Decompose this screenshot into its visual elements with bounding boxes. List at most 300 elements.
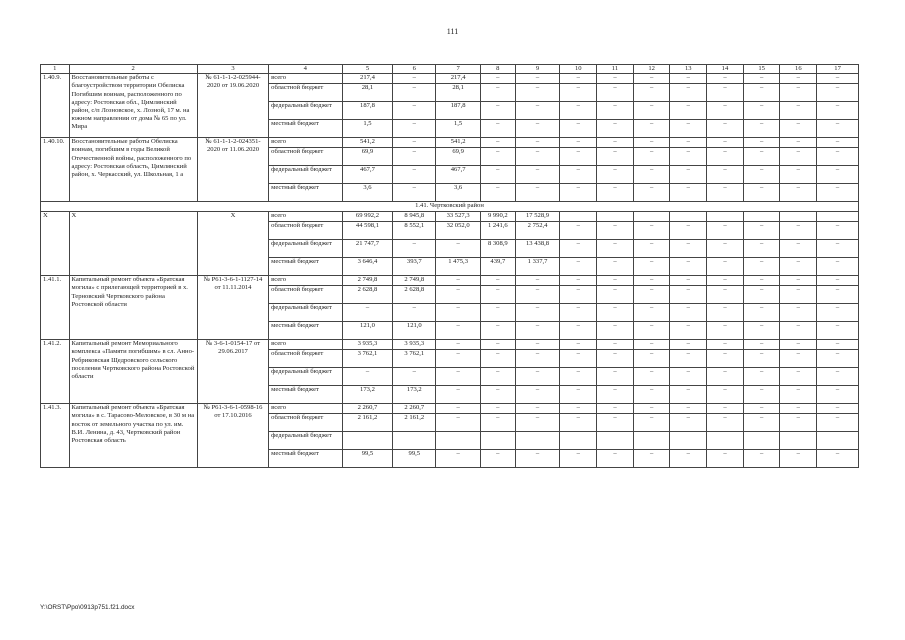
value-cell: – xyxy=(560,304,597,322)
value-cell: – xyxy=(597,148,634,166)
item-name: Х xyxy=(69,212,197,276)
value-cell: – xyxy=(393,304,436,322)
value-cell: – xyxy=(515,184,560,202)
column-number: 15 xyxy=(743,65,780,74)
value-cell: – xyxy=(817,138,859,148)
value-cell: – xyxy=(633,414,670,432)
value-cell: – xyxy=(817,276,859,286)
value-cell: – xyxy=(560,74,597,84)
item-document: № 61-1-1-2-024351-2020 от 11.06.2020 xyxy=(197,138,268,202)
value-cell: 69,9 xyxy=(342,148,393,166)
column-number: 11 xyxy=(597,65,634,74)
value-cell xyxy=(481,432,516,450)
value-cell: – xyxy=(597,340,634,350)
value-cell: – xyxy=(743,368,780,386)
value-cell: 13 438,8 xyxy=(515,240,560,258)
section-title: 1.41. Чертковский район xyxy=(41,202,859,212)
value-cell: 32 052,0 xyxy=(436,222,481,240)
value-cell: – xyxy=(780,222,817,240)
value-cell: – xyxy=(817,450,859,468)
value-cell: – xyxy=(633,84,670,102)
value-cell: 393,7 xyxy=(393,258,436,276)
value-cell: – xyxy=(436,340,481,350)
value-cell: – xyxy=(481,276,516,286)
value-cell: – xyxy=(817,340,859,350)
value-cell: – xyxy=(597,304,634,322)
value-cell: – xyxy=(780,166,817,184)
value-cell: – xyxy=(780,138,817,148)
value-cell: – xyxy=(393,74,436,84)
value-cell: – xyxy=(670,350,707,368)
value-cell: – xyxy=(597,240,634,258)
table-row xyxy=(41,212,859,222)
value-cell: – xyxy=(780,304,817,322)
value-cell: 3 935,3 xyxy=(342,340,393,350)
value-cell: 2 260,7 xyxy=(393,404,436,414)
table-row xyxy=(41,340,859,350)
value-cell: – xyxy=(670,304,707,322)
item-name: Капитальный ремонт объекта «Братская могила» в с. Тарасово-Меловское, в 30 м на восток от земельного участка по ул. им. В.И. Ленина, д. 43, Чертковский район Ростовская область xyxy=(69,404,197,468)
value-cell: – xyxy=(436,322,481,340)
value-cell: – xyxy=(633,184,670,202)
value-cell: – xyxy=(780,414,817,432)
funding-source: областной бюджет xyxy=(269,286,342,304)
value-cell: – xyxy=(436,368,481,386)
value-cell: – xyxy=(670,84,707,102)
value-cell: – xyxy=(670,138,707,148)
value-cell: – xyxy=(817,404,859,414)
value-cell: – xyxy=(597,286,634,304)
value-cell: – xyxy=(817,120,859,138)
value-cell: – xyxy=(393,138,436,148)
column-number: 12 xyxy=(633,65,670,74)
value-cell: 3,6 xyxy=(436,184,481,202)
value-cell: – xyxy=(670,414,707,432)
value-cell: – xyxy=(707,304,744,322)
value-cell: – xyxy=(633,350,670,368)
item-document: № Р61-3-6-1-1127-14 от 11.11.2014 xyxy=(197,276,268,340)
value-cell: – xyxy=(780,258,817,276)
value-cell: – xyxy=(560,148,597,166)
value-cell: – xyxy=(515,322,560,340)
value-cell: – xyxy=(393,184,436,202)
value-cell xyxy=(633,432,670,450)
item-document: № 3-6-1-0154-17 от 29.06.2017 xyxy=(197,340,268,404)
value-cell: – xyxy=(481,120,516,138)
value-cell: – xyxy=(817,322,859,340)
value-cell xyxy=(342,432,393,450)
value-cell: – xyxy=(481,386,516,404)
value-cell: – xyxy=(633,340,670,350)
value-cell: – xyxy=(817,350,859,368)
column-number: 9 xyxy=(515,65,560,74)
item-name: Капитальный ремонт Мемориального комплекса «Памяти погибшим» в сл. Анно-Ребриковская Щедровского сельского поселения Чертковского района Ростовской области xyxy=(69,340,197,404)
funding-source: федеральный бюджет xyxy=(269,102,342,120)
value-cell: – xyxy=(560,286,597,304)
file-path-footer: Y:\ORST\Ppo\0913p751.f21.docx xyxy=(40,604,135,611)
funding-source: всего xyxy=(269,340,342,350)
value-cell: – xyxy=(707,386,744,404)
column-number: 14 xyxy=(707,65,744,74)
column-number: 4 xyxy=(269,65,342,74)
value-cell: – xyxy=(597,258,634,276)
value-cell: – xyxy=(560,166,597,184)
value-cell: – xyxy=(780,350,817,368)
value-cell: – xyxy=(780,340,817,350)
value-cell: 99,5 xyxy=(342,450,393,468)
column-number: 3 xyxy=(197,65,268,74)
value-cell: – xyxy=(780,368,817,386)
value-cell: – xyxy=(515,102,560,120)
page-number: 111 xyxy=(446,27,459,36)
value-cell: – xyxy=(436,276,481,286)
item-document: Х xyxy=(197,212,268,276)
value-cell: – xyxy=(481,148,516,166)
funding-source: областной бюджет xyxy=(269,350,342,368)
value-cell: – xyxy=(670,404,707,414)
value-cell: 33 527,3 xyxy=(436,212,481,222)
value-cell: – xyxy=(481,404,516,414)
value-cell: – xyxy=(481,138,516,148)
value-cell: – xyxy=(633,222,670,240)
value-cell: – xyxy=(597,322,634,340)
funding-source: всего xyxy=(269,404,342,414)
value-cell: – xyxy=(780,404,817,414)
value-cell: – xyxy=(743,414,780,432)
value-cell: – xyxy=(633,166,670,184)
funding-source: местный бюджет xyxy=(269,322,342,340)
value-cell: – xyxy=(597,222,634,240)
funding-source: местный бюджет xyxy=(269,450,342,468)
item-document: № Р61-3-6-1-0598-16 от 17.10.2016 xyxy=(197,404,268,468)
value-cell: – xyxy=(342,304,393,322)
value-cell: 2 260,7 xyxy=(342,404,393,414)
value-cell: – xyxy=(515,304,560,322)
table-row xyxy=(41,74,859,84)
value-cell: – xyxy=(707,74,744,84)
value-cell: – xyxy=(817,166,859,184)
value-cell: – xyxy=(633,386,670,404)
value-cell: 3 762,1 xyxy=(342,350,393,368)
value-cell: – xyxy=(633,276,670,286)
value-cell xyxy=(633,212,670,222)
value-cell: – xyxy=(560,240,597,258)
value-cell: – xyxy=(560,258,597,276)
value-cell: – xyxy=(481,450,516,468)
value-cell: – xyxy=(560,102,597,120)
value-cell: – xyxy=(743,404,780,414)
value-cell: – xyxy=(515,148,560,166)
value-cell: 1 241,6 xyxy=(481,222,516,240)
value-cell: – xyxy=(707,286,744,304)
column-number: 1 xyxy=(41,65,70,74)
value-cell: – xyxy=(481,414,516,432)
value-cell: 28,1 xyxy=(436,84,481,102)
value-cell: – xyxy=(743,450,780,468)
value-cell: – xyxy=(436,304,481,322)
value-cell: – xyxy=(436,414,481,432)
value-cell: – xyxy=(515,286,560,304)
value-cell: 1,5 xyxy=(342,120,393,138)
value-cell: – xyxy=(436,286,481,304)
value-cell: – xyxy=(670,74,707,84)
value-cell: 439,7 xyxy=(481,258,516,276)
value-cell: – xyxy=(707,322,744,340)
value-cell: 2 161,2 xyxy=(342,414,393,432)
value-cell: – xyxy=(393,166,436,184)
value-cell: – xyxy=(481,166,516,184)
column-number: 6 xyxy=(393,65,436,74)
value-cell: – xyxy=(515,450,560,468)
value-cell: – xyxy=(515,166,560,184)
value-cell: – xyxy=(743,184,780,202)
value-cell: – xyxy=(436,450,481,468)
value-cell: 44 598,1 xyxy=(342,222,393,240)
value-cell: – xyxy=(393,240,436,258)
value-cell: – xyxy=(743,166,780,184)
value-cell: – xyxy=(597,276,634,286)
value-cell: – xyxy=(633,138,670,148)
value-cell: – xyxy=(633,286,670,304)
value-cell: – xyxy=(743,120,780,138)
value-cell: 187,8 xyxy=(342,102,393,120)
value-cell: – xyxy=(817,240,859,258)
value-cell: – xyxy=(597,386,634,404)
table-row xyxy=(41,276,859,286)
funding-source: всего xyxy=(269,138,342,148)
value-cell: 187,8 xyxy=(436,102,481,120)
value-cell: – xyxy=(393,120,436,138)
value-cell xyxy=(560,432,597,450)
funding-source: областной бюджет xyxy=(269,414,342,432)
value-cell: 173,2 xyxy=(342,386,393,404)
value-cell: – xyxy=(670,286,707,304)
funding-source: областной бюджет xyxy=(269,148,342,166)
column-number: 10 xyxy=(560,65,597,74)
value-cell: – xyxy=(515,138,560,148)
value-cell: – xyxy=(481,84,516,102)
budget-table xyxy=(40,64,859,468)
value-cell: – xyxy=(436,240,481,258)
value-cell: – xyxy=(393,148,436,166)
value-cell: – xyxy=(597,102,634,120)
value-cell: – xyxy=(597,120,634,138)
value-cell: – xyxy=(633,74,670,84)
value-cell: – xyxy=(633,304,670,322)
value-cell: – xyxy=(707,138,744,148)
item-number: 1.40.10. xyxy=(41,138,70,202)
value-cell: – xyxy=(780,102,817,120)
value-cell: 21 747,7 xyxy=(342,240,393,258)
funding-source: федеральный бюджет xyxy=(269,368,342,386)
value-cell: – xyxy=(743,222,780,240)
funding-source: федеральный бюджет xyxy=(269,432,342,450)
value-cell xyxy=(597,212,634,222)
value-cell: – xyxy=(707,148,744,166)
value-cell: – xyxy=(597,368,634,386)
value-cell: – xyxy=(597,350,634,368)
value-cell: – xyxy=(707,404,744,414)
funding-source: местный бюджет xyxy=(269,184,342,202)
value-cell: – xyxy=(560,368,597,386)
value-cell: – xyxy=(707,120,744,138)
value-cell: – xyxy=(481,304,516,322)
value-cell: – xyxy=(743,340,780,350)
value-cell: – xyxy=(743,74,780,84)
funding-source: федеральный бюджет xyxy=(269,304,342,322)
value-cell: – xyxy=(707,276,744,286)
funding-source: областной бюджет xyxy=(269,84,342,102)
value-cell xyxy=(743,212,780,222)
value-cell: – xyxy=(707,258,744,276)
value-cell: 9 990,2 xyxy=(481,212,516,222)
value-cell: – xyxy=(707,340,744,350)
value-cell: 217,4 xyxy=(342,74,393,84)
value-cell: – xyxy=(817,304,859,322)
value-cell: – xyxy=(670,148,707,166)
value-cell: – xyxy=(481,184,516,202)
value-cell: 217,4 xyxy=(436,74,481,84)
value-cell: – xyxy=(707,166,744,184)
value-cell: – xyxy=(515,340,560,350)
item-number: 1.40.9. xyxy=(41,74,70,138)
value-cell: – xyxy=(743,322,780,340)
item-name: Восстановительные работы с благоустройством территории Обелиска Погибшим воинам, расположенного по адресу: Ростовская обл., Цимлянский район, с/п Лозновское, х. Лозной, 17 м. на южном направлении от дома № 65 по ул. Мира xyxy=(69,74,197,138)
value-cell: – xyxy=(707,350,744,368)
value-cell: – xyxy=(633,120,670,138)
funding-source: всего xyxy=(269,74,342,84)
value-cell: 2 749,8 xyxy=(393,276,436,286)
value-cell: – xyxy=(393,102,436,120)
value-cell: 3 646,4 xyxy=(342,258,393,276)
value-cell: – xyxy=(670,386,707,404)
value-cell: 1 475,3 xyxy=(436,258,481,276)
value-cell: 3 935,3 xyxy=(393,340,436,350)
value-cell: – xyxy=(560,340,597,350)
value-cell: – xyxy=(597,84,634,102)
funding-source: местный бюджет xyxy=(269,120,342,138)
value-cell: – xyxy=(670,166,707,184)
value-cell: – xyxy=(515,404,560,414)
value-cell: – xyxy=(560,404,597,414)
value-cell: – xyxy=(670,276,707,286)
column-number: 13 xyxy=(670,65,707,74)
funding-source: всего xyxy=(269,212,342,222)
value-cell xyxy=(670,212,707,222)
item-name: Восстановительные работы Обелиска воинам, погибшим в годы Великой Отечественной войны, расположенного по адресу: Ростовская область, Цимлянский район, х. Черкасский, ул. Школьная, 1 а xyxy=(69,138,197,202)
value-cell: – xyxy=(707,368,744,386)
value-cell: – xyxy=(560,184,597,202)
value-cell: 69 992,2 xyxy=(342,212,393,222)
item-name: Капитальный ремонт объекта «Братская могила» с прилегающей территорией в х. Терновский Чертковского района Ростовской области xyxy=(69,276,197,340)
value-cell: – xyxy=(817,74,859,84)
value-cell: – xyxy=(743,84,780,102)
value-cell: – xyxy=(743,102,780,120)
value-cell: – xyxy=(817,184,859,202)
value-cell: – xyxy=(560,414,597,432)
value-cell: 69,9 xyxy=(436,148,481,166)
value-cell: – xyxy=(560,322,597,340)
value-cell: 541,2 xyxy=(436,138,481,148)
value-cell: – xyxy=(707,84,744,102)
item-document: № 61-1-1-2-025944-2020 от 19.06.2020 xyxy=(197,74,268,138)
column-number: 5 xyxy=(342,65,393,74)
value-cell: – xyxy=(817,222,859,240)
value-cell: – xyxy=(670,184,707,202)
value-cell: – xyxy=(817,368,859,386)
value-cell: – xyxy=(481,340,516,350)
value-cell: – xyxy=(560,138,597,148)
value-cell: 467,7 xyxy=(342,166,393,184)
value-cell xyxy=(707,212,744,222)
funding-source: федеральный бюджет xyxy=(269,240,342,258)
value-cell: – xyxy=(743,148,780,166)
value-cell: – xyxy=(633,322,670,340)
value-cell: 2 628,8 xyxy=(393,286,436,304)
value-cell: – xyxy=(515,74,560,84)
value-cell: – xyxy=(560,350,597,368)
value-cell: – xyxy=(597,450,634,468)
value-cell: – xyxy=(633,368,670,386)
value-cell: 3,6 xyxy=(342,184,393,202)
value-cell xyxy=(670,432,707,450)
value-cell: – xyxy=(670,450,707,468)
value-cell: – xyxy=(780,386,817,404)
value-cell: – xyxy=(515,414,560,432)
value-cell: – xyxy=(633,450,670,468)
value-cell: – xyxy=(780,240,817,258)
value-cell: 28,1 xyxy=(342,84,393,102)
value-cell xyxy=(436,432,481,450)
value-cell: – xyxy=(560,386,597,404)
value-cell: – xyxy=(597,74,634,84)
value-cell: – xyxy=(670,240,707,258)
value-cell: – xyxy=(560,276,597,286)
value-cell: – xyxy=(560,450,597,468)
value-cell xyxy=(515,432,560,450)
value-cell: – xyxy=(436,386,481,404)
value-cell: – xyxy=(597,138,634,148)
value-cell: – xyxy=(436,350,481,368)
value-cell: – xyxy=(780,286,817,304)
value-cell: – xyxy=(633,258,670,276)
item-number: Х xyxy=(41,212,70,276)
value-cell: 1 337,7 xyxy=(515,258,560,276)
value-cell xyxy=(780,432,817,450)
value-cell: – xyxy=(633,240,670,258)
value-cell: – xyxy=(780,276,817,286)
value-cell: – xyxy=(481,368,516,386)
value-cell: – xyxy=(743,386,780,404)
value-cell: – xyxy=(707,184,744,202)
value-cell: – xyxy=(817,414,859,432)
value-cell: – xyxy=(707,450,744,468)
value-cell: – xyxy=(780,84,817,102)
value-cell: – xyxy=(743,258,780,276)
value-cell: – xyxy=(780,450,817,468)
value-cell xyxy=(560,212,597,222)
value-cell: – xyxy=(670,102,707,120)
funding-source: местный бюджет xyxy=(269,386,342,404)
value-cell: – xyxy=(515,350,560,368)
value-cell: 8 945,8 xyxy=(393,212,436,222)
value-cell: – xyxy=(597,184,634,202)
value-cell: 541,2 xyxy=(342,138,393,148)
value-cell: – xyxy=(780,74,817,84)
value-cell: – xyxy=(515,386,560,404)
column-number: 2 xyxy=(69,65,197,74)
column-number: 16 xyxy=(780,65,817,74)
